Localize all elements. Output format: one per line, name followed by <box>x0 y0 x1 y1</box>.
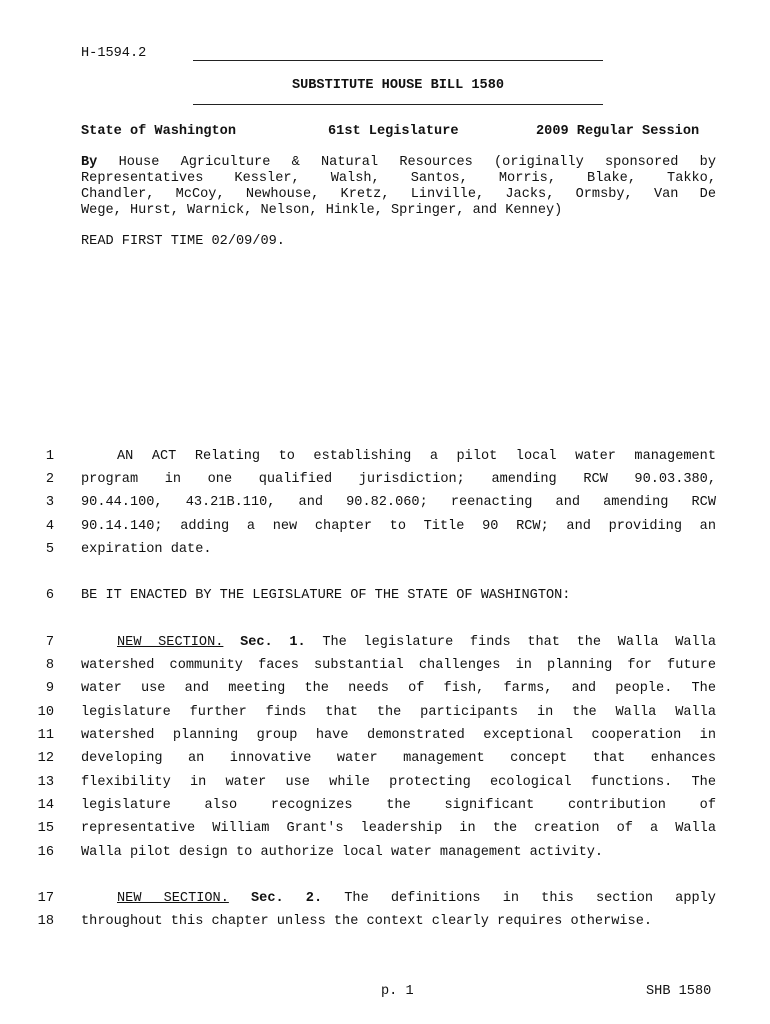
section-number: Sec. 2. <box>251 891 323 906</box>
bill-code: H-1594.2 <box>81 46 147 61</box>
section-number: Sec. 1. <box>240 635 306 650</box>
read-first-time: READ FIRST TIME 02/09/09. <box>81 234 285 249</box>
line-number: 9 <box>45 681 54 696</box>
body-line: Walla pilot design to authorize local water management activity. <box>81 845 604 860</box>
line-number: 7 <box>45 635 54 650</box>
bill-title: SUBSTITUTE HOUSE BILL 1580 <box>291 78 505 93</box>
body-line: legislature also recognizes the significant contribution of <box>81 798 716 813</box>
legislature-label: 61st Legislature <box>328 124 459 139</box>
body-line: expiration date. <box>81 542 212 557</box>
body-line: legislature further finds that the participants in the Walla Walla <box>81 705 716 720</box>
new-section-label: NEW SECTION. <box>117 891 229 906</box>
body-line: watershed planning group have demonstrated exceptional cooperation in <box>81 728 716 743</box>
body-line: 90.14.140; adding a new chapter to Title 90 RCW; and providing an <box>81 519 716 534</box>
header-rule-top <box>193 60 603 61</box>
line-number: 8 <box>45 658 54 673</box>
sponsor-by: By <box>81 155 98 170</box>
line-number: 17 <box>37 891 54 906</box>
body-line: program in one qualified jurisdiction; amending RCW 90.03.380, <box>81 472 716 487</box>
line-number: 18 <box>37 914 54 929</box>
page-number: p. 1 <box>381 984 414 999</box>
body-line: 90.44.100, 43.21B.110, and 90.82.060; reenacting and amending RCW <box>81 495 716 510</box>
body-line: developing an innovative water management concept that enhances <box>81 751 716 766</box>
body-line: watershed community faces substantial challenges in planning for future <box>81 658 716 673</box>
new-section-label: NEW SECTION. <box>117 635 224 650</box>
line-number: 1 <box>45 449 54 464</box>
session-label: 2009 Regular Session <box>536 124 700 139</box>
section-1-heading-line: NEW SECTION. Sec. 1. The legislature finds that the Walla Walla <box>117 635 716 650</box>
sponsor-line-1: By House Agriculture & Natural Resources (originally sponsored by <box>81 155 716 170</box>
line-number: 4 <box>45 519 54 534</box>
line-number: 6 <box>45 588 54 603</box>
body-line: flexibility in water use while protecting ecological functions. The <box>81 775 716 790</box>
body-line: water use and meeting the needs of fish, farms, and people. The <box>81 681 716 696</box>
line-number: 10 <box>37 705 54 720</box>
line-number: 15 <box>37 821 54 836</box>
section-2-heading-line: NEW SECTION. Sec. 2. The definitions in this section apply <box>117 891 716 906</box>
sponsor-line-4: Wege, Hurst, Warnick, Nelson, Hinkle, Springer, and Kenney) <box>81 203 563 218</box>
sponsor-line-2: Representatives Kessler, Walsh, Santos, Morris, Blake, Takko, <box>81 171 716 186</box>
line-number: 3 <box>45 495 54 510</box>
line-number: 14 <box>37 798 54 813</box>
sponsor-line-3: Chandler, McCoy, Newhouse, Kretz, Linville, Jacks, Ormsby, Van De <box>81 187 716 202</box>
header-rule-bottom <box>193 104 603 105</box>
line-number: 11 <box>37 728 54 743</box>
line-number: 12 <box>37 751 54 766</box>
state-label: State of Washington <box>81 124 236 139</box>
footer-bill-short: SHB 1580 <box>646 984 712 999</box>
line-number: 2 <box>45 472 54 487</box>
body-line: representative William Grant's leadership in the creation of a Walla <box>81 821 716 836</box>
line-number: 5 <box>45 542 54 557</box>
body-line: throughout this chapter unless the context clearly requires otherwise. <box>81 914 653 929</box>
line-number: 16 <box>37 845 54 860</box>
body-line: AN ACT Relating to establishing a pilot local water management <box>117 449 716 464</box>
enacting-clause: BE IT ENACTED BY THE LEGISLATURE OF THE STATE OF WASHINGTON: <box>81 588 571 603</box>
line-number: 13 <box>37 775 54 790</box>
